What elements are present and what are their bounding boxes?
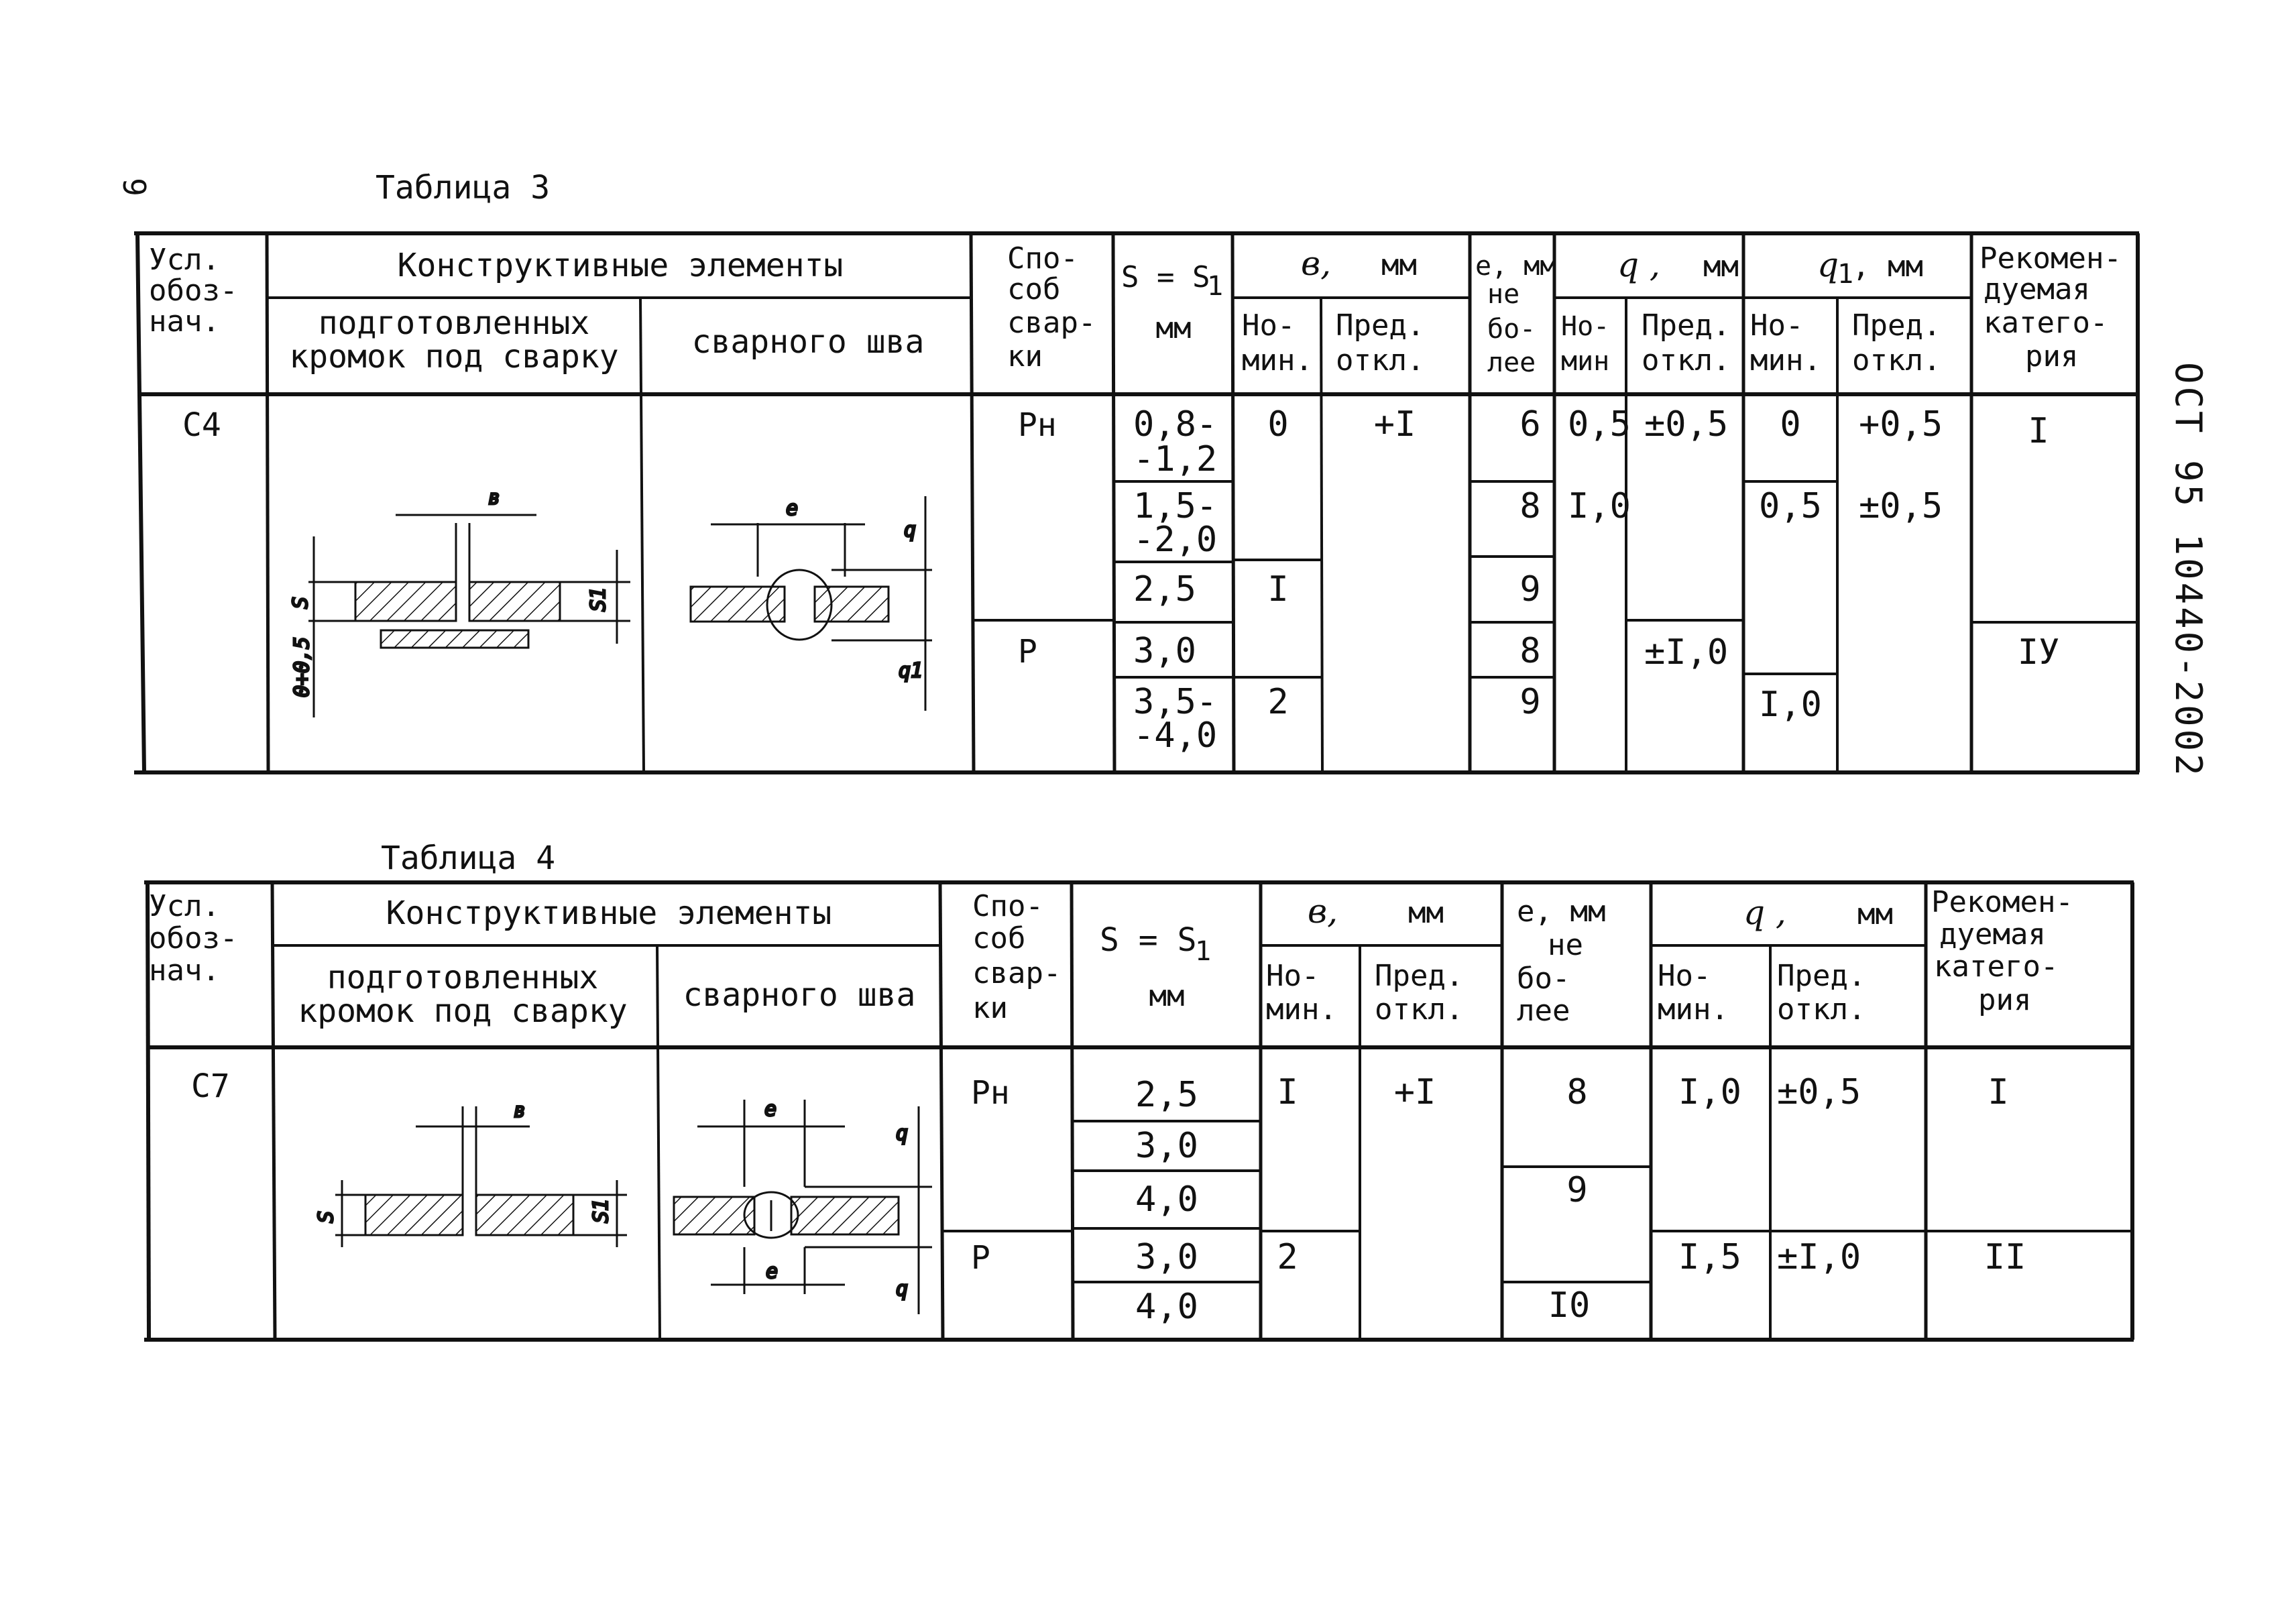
- e-value: 9: [1519, 569, 1541, 610]
- q1-nom: 0: [1780, 404, 1801, 445]
- e-value: 8: [1566, 1072, 1588, 1112]
- header-rek: катего-: [1984, 306, 2108, 340]
- header-e: е, мм: [1475, 251, 1556, 282]
- q-dev: ±0,5: [1644, 404, 1729, 445]
- e-value: 6: [1519, 404, 1541, 445]
- header-rek: дуемая: [1984, 272, 2090, 306]
- header-pred: откл.: [1777, 992, 1866, 1027]
- dim-e: е: [786, 497, 799, 520]
- q1-dev: +0,5: [1859, 404, 1943, 445]
- q1-dev: ±0,5: [1859, 486, 1943, 526]
- header-sposob: ки: [1007, 339, 1043, 373]
- header-s: S = S: [1121, 260, 1210, 294]
- s-value: -1,2: [1133, 439, 1218, 479]
- header-q1: q: [1817, 245, 1839, 284]
- s-value: 4,0: [1135, 1287, 1198, 1327]
- s-value: 3,0: [1135, 1126, 1198, 1166]
- q-nom: I,5: [1678, 1237, 1741, 1277]
- header-svar-shva: сварного шва: [683, 976, 916, 1014]
- b-dev: +I: [1393, 1072, 1436, 1112]
- header-usl: обоз-: [149, 274, 238, 308]
- header-pred: Пред.: [1336, 308, 1425, 343]
- header-e: не: [1548, 928, 1583, 962]
- e-value: 8: [1519, 486, 1541, 526]
- header-pred: откл.: [1852, 343, 1941, 378]
- header-pred: Пред.: [1852, 308, 1941, 343]
- dim-e-bottom: е: [766, 1260, 779, 1283]
- header-konstr: Конструктивные элементы: [397, 247, 844, 284]
- header-pred: откл.: [1375, 992, 1464, 1027]
- b-nom: I: [1277, 1072, 1298, 1112]
- header-usl: Усл.: [149, 889, 220, 923]
- e-value: 9: [1519, 682, 1541, 722]
- header-e: бо-: [1517, 962, 1570, 996]
- table-4-header: [149, 885, 2073, 1030]
- row-label: С4: [182, 406, 221, 444]
- category: I: [1988, 1072, 2009, 1112]
- q-dev: ±I,0: [1644, 632, 1729, 673]
- method: Р: [1018, 633, 1037, 671]
- s-value: 0,8-: [1133, 404, 1218, 445]
- b-nom: I: [1267, 569, 1289, 610]
- header-usl: нач.: [149, 953, 220, 988]
- header-sposob: ки: [972, 991, 1008, 1025]
- header-rek: катего-: [1934, 949, 2059, 984]
- s-value: 1,5-: [1133, 486, 1218, 526]
- header-nom: мин.: [1750, 343, 1821, 378]
- s-value: 3,5-: [1133, 682, 1218, 722]
- header-pred: Пред.: [1375, 959, 1464, 993]
- header-b-unit: мм: [1381, 248, 1417, 282]
- page-number: 9: [115, 178, 152, 196]
- dim-s: S: [314, 1210, 338, 1223]
- dim-b: в: [514, 1099, 526, 1122]
- q1-nom: I,0: [1759, 685, 1822, 725]
- method: Рн: [1018, 406, 1057, 444]
- header-nom: мин.: [1242, 343, 1313, 378]
- header-pred: откл.: [1336, 343, 1425, 378]
- header-s-unit: мм: [1155, 311, 1192, 345]
- q-nom: I,0: [1568, 486, 1631, 526]
- s-value: -4,0: [1133, 715, 1218, 756]
- header-podg: кромок под сварку: [298, 992, 628, 1030]
- e-value: 9: [1566, 1170, 1588, 1210]
- header-usl: Усл.: [149, 243, 220, 277]
- b-dev: +I: [1373, 404, 1416, 445]
- method: Р: [971, 1239, 990, 1277]
- header-nom: Но-: [1750, 308, 1804, 343]
- header-rek: Рекомен-: [1931, 885, 2073, 919]
- header-pred: Пред.: [1777, 959, 1866, 993]
- s-value: -2,0: [1133, 520, 1218, 560]
- header-podg: подготовленных: [318, 304, 590, 342]
- row-label: С7: [191, 1067, 230, 1105]
- method: Рн: [971, 1074, 1010, 1112]
- drawing-c7-edges: [314, 1099, 627, 1247]
- s-value: 2,5: [1135, 1075, 1198, 1115]
- q-nom: 0,5: [1568, 404, 1631, 445]
- header-sposob: свар-: [972, 956, 1061, 990]
- q1-nom: 0,5: [1759, 486, 1822, 526]
- header-b: в,: [1301, 244, 1331, 283]
- s-value: 3,0: [1135, 1237, 1198, 1277]
- header-rek: рия: [1978, 983, 2032, 1017]
- table-3-caption: Таблица 3: [376, 169, 551, 207]
- header-sposob: соб: [972, 921, 1026, 955]
- q-nom: I,0: [1678, 1072, 1741, 1112]
- header-pred: Пред.: [1642, 308, 1731, 343]
- dim-b: в: [488, 486, 501, 510]
- header-q: q ,: [1617, 245, 1660, 284]
- header-e: лее: [1487, 347, 1536, 378]
- header-rek: дуемая: [1939, 917, 2046, 951]
- header-sposob: свар-: [1007, 306, 1096, 340]
- header-e: лее: [1517, 994, 1570, 1028]
- header-s: S = S: [1100, 921, 1197, 959]
- category: I: [2028, 411, 2049, 451]
- table-4-body: [191, 1067, 2026, 1327]
- s-value: 2,5: [1133, 569, 1196, 610]
- header-nom: мин.: [1266, 992, 1337, 1027]
- dim-q: q: [904, 518, 917, 542]
- header-usl: обоз-: [149, 921, 238, 955]
- e-value: 8: [1519, 631, 1541, 671]
- dim-s: S: [289, 596, 312, 609]
- dim-q1: q1: [899, 659, 923, 683]
- header-nom: Но-: [1561, 311, 1610, 342]
- dim-q-bottom: q: [896, 1277, 909, 1301]
- dim-s1: S1: [589, 1198, 613, 1223]
- document-code: ОСТ 95 10440-2002: [2167, 362, 2209, 778]
- s-value: 4,0: [1135, 1179, 1198, 1220]
- header-e: е, мм: [1517, 894, 1606, 929]
- header-sposob: Спо-: [1007, 241, 1078, 276]
- b-nom: 0: [1267, 404, 1289, 445]
- header-e: не: [1487, 279, 1520, 310]
- b-nom: 2: [1267, 682, 1289, 722]
- header-nom: Но-: [1242, 308, 1296, 343]
- b-nom: 2: [1277, 1237, 1298, 1277]
- q-dev: ±0,5: [1777, 1072, 1861, 1112]
- header-svar-shva: сварного шва: [691, 323, 925, 361]
- drawing-c7-weld: [674, 1098, 932, 1314]
- header-q1-sub: 1: [1837, 259, 1854, 290]
- header-rek: рия: [2025, 339, 2079, 373]
- header-q: q ,: [1743, 893, 1786, 932]
- s-value: 3,0: [1133, 631, 1196, 671]
- dim-gap: 0+0,5: [290, 636, 314, 697]
- header-q-unit: мм: [1857, 897, 1893, 931]
- header-podg: подготовленных: [327, 959, 599, 996]
- header-podg: кромок под сварку: [289, 338, 619, 375]
- header-pred: откл.: [1642, 343, 1731, 378]
- table-4-caption: Таблица 4: [381, 839, 556, 877]
- header-q-unit: мм: [1703, 249, 1739, 284]
- header-b: в,: [1308, 892, 1338, 931]
- header-sposob: соб: [1007, 272, 1061, 306]
- header-s-unit: мм: [1149, 979, 1185, 1013]
- header-usl: нач.: [149, 304, 220, 339]
- category: II: [1984, 1237, 2026, 1277]
- category: IУ: [2017, 632, 2060, 673]
- dim-q-top: q: [896, 1122, 909, 1145]
- dim-s1: S1: [587, 587, 610, 612]
- header-nom: Но-: [1658, 959, 1711, 993]
- header-s-sub: 1: [1195, 936, 1212, 967]
- e-value: I0: [1548, 1285, 1591, 1326]
- header-b-unit: мм: [1408, 896, 1444, 930]
- header-nom: мин: [1561, 346, 1610, 377]
- dim-e-top: е: [764, 1098, 777, 1121]
- header-q1-unit: , мм: [1852, 249, 1923, 284]
- header-e: бо-: [1487, 314, 1536, 345]
- q-dev: ±I,0: [1777, 1237, 1861, 1277]
- header-s-sub: 1: [1207, 271, 1224, 302]
- header-sposob: Спо-: [972, 889, 1043, 923]
- header-nom: мин.: [1658, 992, 1729, 1027]
- header-konstr: Конструктивные элементы: [386, 894, 832, 932]
- header-nom: Но-: [1266, 959, 1320, 993]
- header-rek: Рекомен-: [1979, 241, 2122, 276]
